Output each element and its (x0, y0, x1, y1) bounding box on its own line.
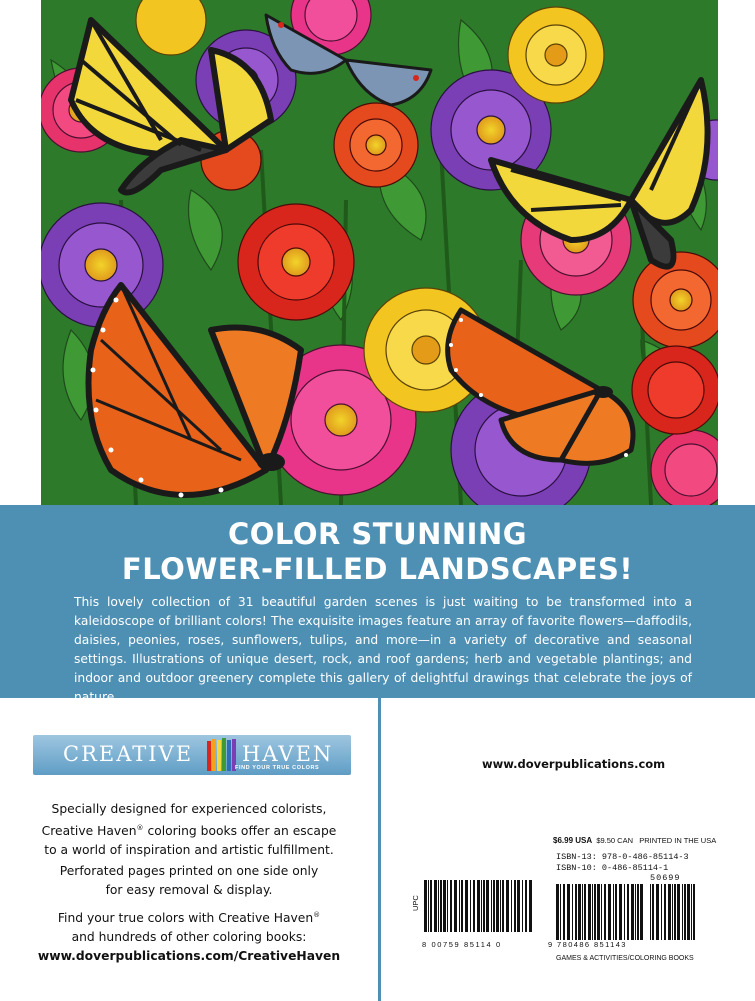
barcode-bar (582, 884, 583, 940)
barcode-bar (656, 884, 659, 940)
barcode-bar (522, 880, 523, 932)
barcode-bar (604, 884, 606, 940)
barcode-addon-number: 50699 (650, 873, 681, 883)
barcode-bar (424, 880, 427, 932)
headline-line-1: COLOR STUNNING (227, 517, 528, 551)
addon-barcode (650, 884, 697, 942)
barcode-bar (493, 880, 495, 932)
barcode-bar (687, 884, 690, 940)
registered-mark: ® (136, 824, 144, 832)
barcode-bar (584, 884, 586, 940)
barcode-bar (450, 880, 452, 932)
creative-haven-logo (33, 735, 351, 775)
barcode-bar (434, 880, 437, 932)
barcode-bar (514, 880, 516, 932)
colored-pencils-icon (205, 737, 239, 773)
price-can: $9.50 CAN (596, 836, 633, 845)
dover-url[interactable]: www.doverpublications.com (482, 757, 666, 771)
perforated-line-1: Perforated pages printed on one side only (59, 864, 319, 878)
barcode-bar (615, 884, 617, 940)
category-label: GAMES & ACTIVITIES/COLORING BOOKS (556, 955, 694, 962)
series-description (0, 800, 378, 860)
barcode-bar (454, 880, 457, 932)
barcode-bar (563, 884, 565, 940)
barcode-bar (608, 884, 611, 940)
isbn-13: ISBN-13: 978-0-486-85114-3 (556, 852, 689, 862)
barcode-bar (684, 884, 686, 940)
printed-in: PRINTED IN THE USA (639, 836, 717, 845)
barcode-bar (428, 880, 429, 932)
barcode-bar (525, 880, 527, 932)
find-colors-note (0, 906, 378, 966)
price-usa: $6.99 USA (553, 836, 593, 845)
barcode-bar (470, 880, 471, 932)
barcode-bar (491, 880, 492, 932)
barcode-bar (664, 884, 666, 940)
creative-haven-url[interactable]: www.doverpublications.com/CreativeHaven (37, 949, 341, 964)
barcode-bar (459, 880, 460, 932)
barcode-bar (461, 880, 463, 932)
barcode-bar (575, 884, 577, 940)
barcode-bar (619, 884, 622, 940)
barcode-bar (682, 884, 683, 940)
barcode-bar (588, 884, 591, 940)
description-banner (0, 505, 755, 704)
barcode-bar (440, 880, 442, 932)
barcode-bar (447, 880, 448, 932)
barcode-bar (438, 880, 439, 932)
series-line-2-rest: coloring books offer an escape (143, 824, 337, 839)
barcode-bar (624, 884, 625, 940)
column-divider (378, 698, 381, 1001)
barcode-bar (567, 884, 570, 940)
series-line-3: to a world of inspiration and artistic fulfillment. (44, 843, 334, 858)
find-line-1-text: Find your true colors with Creative Haven (57, 911, 314, 926)
barcode-bar (672, 884, 673, 940)
barcode-bar (481, 880, 482, 932)
barcode-bar (529, 880, 532, 932)
barcode-bar (556, 884, 559, 940)
barcode-bar (613, 884, 614, 940)
barcode-bar (483, 880, 485, 932)
upc-label: UPC (411, 895, 420, 911)
barcode-bar (572, 884, 573, 940)
series-line-1: Specially designed for experienced colorists, (51, 802, 327, 816)
barcode-bar (592, 884, 593, 940)
barcode-bar (517, 880, 520, 932)
headline (0, 517, 755, 587)
barcode-bar (594, 884, 596, 940)
series-line-2 (0, 819, 378, 841)
brand-name: Creative Haven (41, 824, 137, 839)
barcode-bar (477, 880, 480, 932)
upc-barcode (424, 880, 534, 930)
isbn-barcode (556, 884, 645, 942)
find-line-2: and hundreds of other coloring books: (71, 930, 307, 945)
barcode-bar (597, 884, 600, 940)
barcode-bar (631, 884, 634, 940)
barcode-bar (601, 884, 602, 940)
perforated-note (0, 862, 378, 900)
barcode-bar (661, 884, 662, 940)
logo-word-haven: HAVEN (242, 742, 334, 766)
barcode-bar (502, 880, 504, 932)
barcode-bar (511, 880, 512, 932)
barcode-bar (500, 880, 501, 932)
barcode-bar (652, 884, 654, 940)
upc-number: 8 00759 85114 0 (422, 940, 502, 949)
barcode-bar (668, 884, 671, 940)
isbn-10: ISBN-10: 0-486-85114-1 (556, 863, 669, 873)
barcode-bar (430, 880, 432, 932)
barcode-bar (473, 880, 475, 932)
headline-line-2: FLOWER-FILLED LANDSCAPES! (121, 552, 634, 586)
barcode-bar (674, 884, 676, 940)
barcode-bar (693, 884, 695, 940)
barcode-bar (635, 884, 636, 940)
barcode-bar (627, 884, 629, 940)
logo-tagline: FIND YOUR TRUE COLORS (235, 765, 320, 771)
barcode-bar (677, 884, 680, 940)
barcode-bar (486, 880, 489, 932)
barcode-bar (640, 884, 643, 940)
perforated-line-2: for easy removal & display. (105, 883, 273, 897)
find-line-1 (0, 906, 378, 928)
barcode-bar (465, 880, 468, 932)
book-description: This lovely collection of 31 beautiful garden scenes is just waiting to be transformed into a kaleidoscope of brilliant colors! The exquisite images feature an array of favorite flowers—daffodils, daisies, peonies, roses, sunflowers, tulips, and more—in a variety of decorative and seasonal settings. Illustrations of unique desert, rock, and roof gardens; herb and vegetable plantings; and indoor and outdoor greenery complete this gallery of delightful drawings that celebrate the joys of nature. (74, 595, 692, 704)
barcode-bar (496, 880, 499, 932)
barcode-bar (578, 884, 581, 940)
price-line (553, 836, 716, 845)
barcode-bar (637, 884, 639, 940)
cover-illustration (41, 0, 718, 505)
barcode-bar (443, 880, 446, 932)
logo-word-creative: CREATIVE (63, 742, 194, 766)
barcode-bar (506, 880, 509, 932)
isbn-barcode-number: 9 780486 851143 (548, 940, 627, 949)
barcode-bar (560, 884, 561, 940)
barcode-bar (650, 884, 651, 940)
barcode-bar (691, 884, 692, 940)
registered-mark: ® (313, 911, 321, 919)
